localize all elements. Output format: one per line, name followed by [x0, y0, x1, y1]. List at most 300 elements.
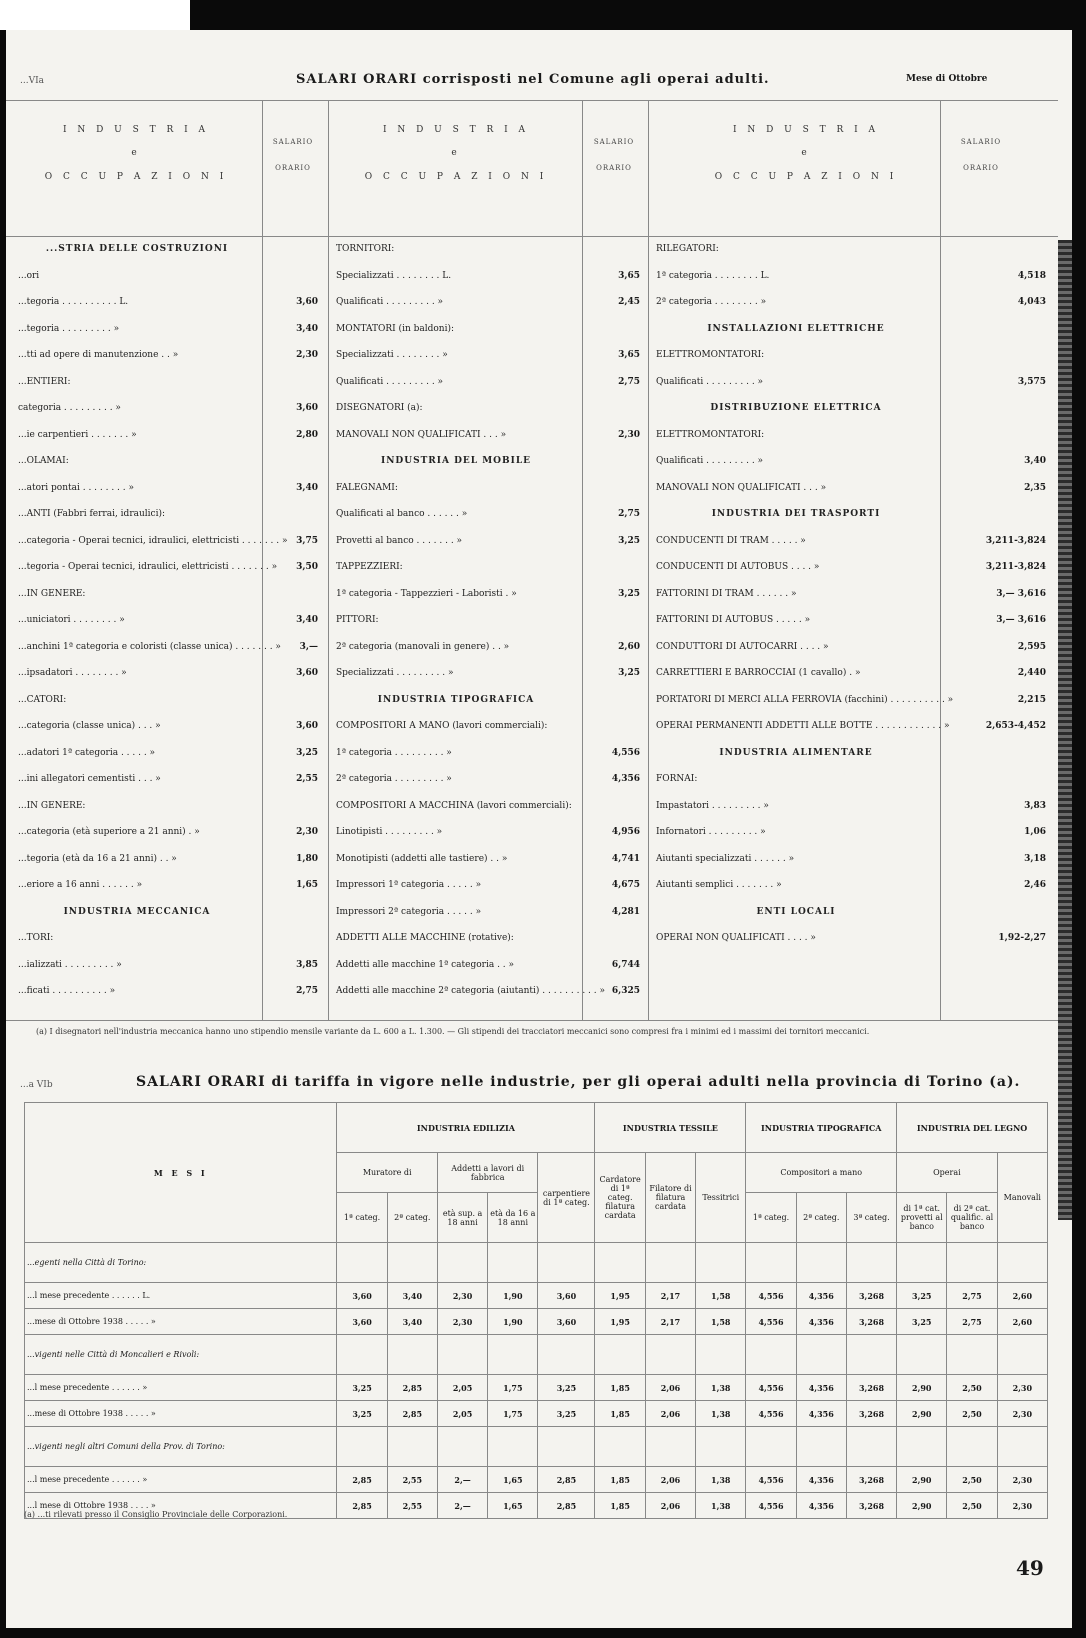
- group-tipografica: INDUSTRIA TIPOGRAFICA: [746, 1103, 897, 1153]
- sub-compositori: Compositori a mano: [746, 1153, 897, 1193]
- col3-row-label: CONDUCENTI DI TRAM . . . . . »: [656, 535, 806, 546]
- empty-cell: [746, 1427, 796, 1467]
- col1-row-label: ...eriore a 16 anni . . . . . . »: [18, 880, 143, 890]
- col3-row-value: 1,06: [1024, 827, 1046, 837]
- empty-cell: [796, 1243, 846, 1283]
- table-cell: 1,38: [696, 1493, 746, 1519]
- table1-label: ...VIa: [20, 76, 45, 86]
- empty-cell: [846, 1335, 896, 1375]
- table-cell: 2,85: [337, 1467, 387, 1493]
- group-edilizia: INDUSTRIA EDILIZIA: [337, 1103, 595, 1153]
- col1-row-label: ...ie carpentieri . . . . . . . »: [18, 429, 137, 440]
- table-cell: 1,58: [696, 1309, 746, 1335]
- table-cell: 3,25: [337, 1401, 387, 1427]
- col1-row-label: ...categoria (classe unica) . . . »: [18, 721, 161, 731]
- col2-row-value: 3,25: [618, 535, 640, 546]
- table-cell: 2,30: [437, 1309, 487, 1335]
- empty-cell: [947, 1243, 997, 1283]
- table-cell: 2,30: [997, 1493, 1047, 1519]
- table-cell: 3,25: [538, 1401, 595, 1427]
- table-cell: 2,90: [897, 1467, 947, 1493]
- table-cell: 1,95: [595, 1283, 645, 1309]
- col1-row-label: ...OLAMAI:: [18, 456, 69, 466]
- table-cell: 2,17: [645, 1283, 695, 1309]
- col2-row-label: Impressori 1ª categoria . . . . . »: [336, 880, 482, 890]
- section-title: ...vigenti negli altri Comuni della Prov. di Torino:: [25, 1427, 337, 1467]
- col3-row-value: 2,653-4,452: [985, 721, 1046, 731]
- sub-muratore: Muratore di: [337, 1153, 438, 1193]
- table-cell: 4,556: [746, 1493, 796, 1519]
- document-page: [6, 30, 1072, 1628]
- col2-row-label: TAPPEZZIERI:: [336, 562, 403, 572]
- table-cell: 3,25: [337, 1375, 387, 1401]
- table-cell: 2,85: [387, 1375, 437, 1401]
- t1-h2-industria: I N D U S T R I A: [382, 125, 530, 135]
- col1-row-label: ...tegoria . . . . . . . . . »: [18, 323, 120, 334]
- table-cell: 1,58: [696, 1283, 746, 1309]
- empty-cell: [997, 1335, 1047, 1375]
- col1-row-value: 3,85: [296, 959, 318, 970]
- col2-row-label: Qualificati al banco . . . . . . »: [336, 509, 468, 519]
- leaf-c2: 2ª categ.: [796, 1193, 846, 1243]
- col3-row-label: CONDUTTORI DI AUTOCARRI . . . . »: [656, 641, 829, 652]
- t1-h1-industria: I N D U S T R I A: [62, 125, 210, 135]
- empty-cell: [437, 1427, 487, 1467]
- empty-cell: [595, 1427, 645, 1467]
- col2-row-label: Specializzati . . . . . . . . »: [336, 350, 448, 360]
- table-cell: 3,25: [538, 1375, 595, 1401]
- col2-row-label: MONTATORI (in baldoni):: [336, 323, 455, 334]
- col3-row-value: 2,35: [1024, 482, 1046, 493]
- sub-cardatore: Cardatore di 1ª categ. filatura cardata: [595, 1153, 645, 1243]
- table-cell: 1,38: [696, 1401, 746, 1427]
- leaf-m1: 1ª categ.: [337, 1193, 387, 1243]
- col1-row-label: ...ializzati . . . . . . . . . »: [18, 959, 122, 970]
- empty-cell: [696, 1427, 746, 1467]
- col1-row-value: 2,30: [296, 827, 318, 837]
- col1-row-value: 2,30: [296, 350, 318, 360]
- table-cell: 1,75: [488, 1375, 538, 1401]
- col3-row-label: Aiutanti semplici . . . . . . . »: [656, 880, 782, 890]
- col2-row-label: PITTORI:: [336, 615, 379, 625]
- table-cell: 3,60: [337, 1309, 387, 1335]
- col3-row-value: 2,440: [1017, 668, 1046, 678]
- table-cell: 2,75: [947, 1283, 997, 1309]
- col3-row-value: 3,83: [1024, 800, 1046, 811]
- table-cell: 1,38: [696, 1375, 746, 1401]
- col3-row-value: 2,215: [1017, 694, 1046, 705]
- col3-row-label: OPERAI NON QUALIFICATI . . . . »: [656, 933, 816, 943]
- col3-row-label: 1ª categoria . . . . . . . . L.: [656, 270, 770, 281]
- col1-row-label: ...IN GENERE:: [18, 588, 86, 599]
- col3-row-label: INDUSTRIA DEI TRASPORTI: [711, 509, 881, 519]
- col3-row-value: 3,— 3,616: [996, 588, 1046, 599]
- table-cell: 2,06: [645, 1375, 695, 1401]
- t1-h2-orario: ORARIO: [596, 164, 632, 172]
- table-cell: 2,17: [645, 1309, 695, 1335]
- table-cell: 2,55: [387, 1467, 437, 1493]
- col2-row-value: 6,744: [611, 959, 640, 970]
- empty-cell: [538, 1335, 595, 1375]
- t1-h3-e: e: [801, 148, 811, 158]
- col3-row-label: Impastatori . . . . . . . . . »: [656, 800, 769, 811]
- col3-row-value: 4,518: [1017, 270, 1046, 281]
- col1-row-label: ...atori pontai . . . . . . . . »: [18, 482, 135, 493]
- table-cell: 1,85: [595, 1467, 645, 1493]
- col2-row-value: 6,325: [611, 986, 640, 996]
- table-cell: 4,356: [796, 1467, 846, 1493]
- t1-h3-salario: SALARIO: [960, 138, 1002, 146]
- col3-row-value: 3,575: [1017, 376, 1046, 387]
- top-white-strip: [0, 0, 190, 30]
- col2-row-value: 4,356: [611, 774, 640, 784]
- col1-row-value: 2,80: [296, 429, 318, 440]
- col2-row-label: Provetti al banco . . . . . . . »: [336, 535, 463, 546]
- table2-label: ...a VIb: [20, 1080, 53, 1090]
- empty-cell: [696, 1335, 746, 1375]
- col1-row-label: ...ANTI (Fabbri ferrai, idraulici):: [18, 509, 166, 519]
- empty-cell: [387, 1335, 437, 1375]
- t1-h2-salario: SALARIO: [593, 138, 635, 146]
- col3-row-value: 2,46: [1024, 880, 1046, 890]
- t1-h1-orario: ORARIO: [275, 164, 311, 172]
- table-cell: 2,75: [947, 1309, 997, 1335]
- empty-cell: [337, 1243, 387, 1283]
- table-cell: 2,30: [437, 1283, 487, 1309]
- table-cell: 2,85: [387, 1401, 437, 1427]
- col1-row-label: ...TORI:: [18, 933, 54, 943]
- table-cell: 1,90: [488, 1309, 538, 1335]
- table-cell: 1,95: [595, 1309, 645, 1335]
- table-cell: 4,556: [746, 1283, 796, 1309]
- col1-row-label: ...uniciatori . . . . . . . . »: [18, 615, 125, 625]
- col1-row-value: 3,60: [296, 721, 318, 731]
- col3-row-label: ENTI LOCALI: [756, 906, 836, 917]
- sub-operai: Operai: [897, 1153, 998, 1193]
- col3-row-label: PORTATORI DI MERCI ALLA FERROVIA (facchini) . . . . . . . . . . »: [656, 694, 954, 705]
- table-cell: 4,356: [796, 1401, 846, 1427]
- table-cell: 2,—: [437, 1467, 487, 1493]
- table-cell: 2,50: [947, 1493, 997, 1519]
- table-cell: 3,268: [846, 1283, 896, 1309]
- col3-row-value: 3,— 3,616: [996, 615, 1046, 625]
- col3-row-value: 3,18: [1024, 853, 1046, 864]
- col1-row-label: ...ipsadatori . . . . . . . . »: [18, 668, 127, 678]
- col2-row-label: COMPOSITORI A MACCHINA (lavori commerciali):: [336, 800, 572, 811]
- table-cell: 2,05: [437, 1375, 487, 1401]
- table-cell: 2,50: [947, 1467, 997, 1493]
- empty-cell: [696, 1243, 746, 1283]
- table-cell: 1,85: [595, 1493, 645, 1519]
- table-cell: 3,268: [846, 1375, 896, 1401]
- table-cell: 2,30: [997, 1467, 1047, 1493]
- table-cell: 3,40: [387, 1283, 437, 1309]
- table-cell: 3,268: [846, 1401, 896, 1427]
- col2-row-label: Specializzati . . . . . . . . . »: [336, 668, 454, 678]
- table-cell: 1,65: [488, 1467, 538, 1493]
- col3-row-label: MANOVALI NON QUALIFICATI . . . »: [656, 482, 827, 493]
- group-tessile: INDUSTRIA TESSILE: [595, 1103, 746, 1153]
- col2-row-label: 1ª categoria - Tappezzieri - Laboristi . »: [336, 588, 517, 599]
- col3-row-label: CARRETTIERI E BARROCCIAI (1 cavallo) . »: [656, 668, 861, 678]
- col1-row-label: ...adatori 1ª categoria . . . . . »: [18, 747, 156, 758]
- table-cell: 4,356: [796, 1493, 846, 1519]
- table-cell: 4,356: [796, 1283, 846, 1309]
- page-number: 49: [1016, 1556, 1044, 1580]
- table-row-label: ...mese di Ottobre 1938 . . . . . »: [25, 1401, 337, 1427]
- empty-cell: [997, 1427, 1047, 1467]
- col1-row-value: 3,40: [296, 482, 318, 493]
- col2-row-label: TORNITORI:: [336, 244, 395, 254]
- col1-row-label: ...STRIA DELLE COSTRUZIONI: [45, 244, 229, 254]
- table-cell: 2,60: [997, 1283, 1047, 1309]
- table-cell: 3,60: [538, 1309, 595, 1335]
- sub-filatore: Filatore di filatura cardata: [645, 1153, 695, 1243]
- col1-row-value: 3,60: [296, 668, 318, 678]
- col3-row-label: FORNAI:: [656, 774, 698, 784]
- empty-cell: [538, 1427, 595, 1467]
- t1-h1-salario: SALARIO: [272, 138, 314, 146]
- col1-row-value: 3,40: [296, 323, 318, 334]
- col2-row-value: 3,65: [618, 270, 640, 281]
- table1-month: Mese di Ottobre: [906, 74, 988, 84]
- col2-row-label: Impressori 2ª categoria . . . . . »: [336, 906, 482, 917]
- col2-row-value: 2,30: [618, 429, 640, 440]
- empty-cell: [947, 1335, 997, 1375]
- col2-row-value: 3,65: [618, 350, 640, 360]
- col3-row-label: INDUSTRIA ALIMENTARE: [719, 747, 873, 758]
- col2-row-label: COMPOSITORI A MANO (lavori commerciali):: [336, 721, 548, 731]
- table-cell: 4,356: [796, 1309, 846, 1335]
- col1-row-label: ...anchini 1ª categoria e coloristi (classe unica) . . . . . . . »: [18, 641, 281, 652]
- col2-row-value: 2,75: [618, 509, 640, 519]
- col1-row-label: ...tegoria (età da 16 a 21 anni) . . »: [18, 853, 177, 864]
- table-cell: 2,90: [897, 1493, 947, 1519]
- table-cell: 2,06: [645, 1467, 695, 1493]
- col2-row-label: Addetti alle macchine 1ª categoria . . »: [336, 959, 515, 970]
- col1-row-label: INDUSTRIA MECCANICA: [63, 906, 211, 917]
- col1-row-value: 3,50: [296, 562, 318, 572]
- col3-row-value: 4,043: [1017, 297, 1046, 307]
- col1-row-label: ...ori: [18, 270, 40, 281]
- col3-row-label: ELETTROMONTATORI:: [656, 350, 765, 360]
- col3-row-label: DISTRIBUZIONE ELETTRICA: [710, 403, 882, 413]
- col1-row-value: 3,40: [296, 615, 318, 625]
- empty-cell: [595, 1335, 645, 1375]
- empty-cell: [897, 1427, 947, 1467]
- t1-h1-occupazioni: O C C U P A Z I O N I: [44, 172, 228, 182]
- col1-row-value: 1,80: [296, 853, 318, 864]
- empty-cell: [488, 1243, 538, 1283]
- col3-row-value: 2,595: [1017, 641, 1046, 652]
- t1-h1-e: e: [131, 148, 141, 158]
- table-cell: 3,40: [387, 1309, 437, 1335]
- col3-row-value: 3,211-3,824: [985, 535, 1046, 546]
- col1-row-value: 2,55: [296, 774, 318, 784]
- table-cell: 2,30: [997, 1401, 1047, 1427]
- section-title: ...vigenti nelle Città di Moncalieri e Rivoli:: [25, 1335, 337, 1375]
- empty-cell: [997, 1243, 1047, 1283]
- col1-row-value: 3,25: [296, 747, 318, 758]
- col3-row-label: Infornatori . . . . . . . . . »: [656, 827, 766, 837]
- empty-cell: [437, 1335, 487, 1375]
- col2-row-value: 4,956: [611, 827, 640, 837]
- table-cell: 4,356: [796, 1375, 846, 1401]
- col2-row-value: 4,281: [611, 906, 640, 917]
- empty-cell: [796, 1427, 846, 1467]
- t1-h3-orario: ORARIO: [963, 164, 999, 172]
- table-cell: 3,60: [538, 1283, 595, 1309]
- leaf-c1: 1ª categ.: [746, 1193, 796, 1243]
- table1-footnote: (a) I disegnatori nell'industria meccanica hanno uno stipendio mensile variante da L. 600 a L. 1.300. — Gli stipendi dei tracciatori meccanici sono compresi fra i minimi ed i massimi dei tornitori meccanici.: [36, 1027, 870, 1036]
- col3-row-label: Aiutanti specializzati . . . . . . »: [656, 853, 795, 864]
- col1-row-label: ...ini allegatori cementisti . . . »: [18, 774, 161, 784]
- col1-row-value: 2,75: [296, 986, 318, 996]
- table-cell: 2,50: [947, 1375, 997, 1401]
- leaf-a1: età sup. a 18 anni: [437, 1193, 487, 1243]
- table1-title: SALARI ORARI corrisposti nel Comune agli operai adulti.: [296, 72, 770, 87]
- col2-row-label: 1ª categoria . . . . . . . . . »: [336, 747, 452, 758]
- empty-cell: [437, 1243, 487, 1283]
- col3-row-label: Qualificati . . . . . . . . . »: [656, 376, 764, 387]
- table-row-label: ...mese di Ottobre 1938 . . . . . »: [25, 1309, 337, 1335]
- col2-row-label: FALEGNAMI:: [336, 482, 398, 493]
- col2-row-value: 2,45: [618, 297, 640, 307]
- col2-row-label: 2ª categoria (manovali in genere) . . »: [336, 641, 510, 652]
- empty-cell: [538, 1243, 595, 1283]
- col2-row-label: Linotipisti . . . . . . . . . »: [336, 827, 443, 837]
- empty-cell: [488, 1335, 538, 1375]
- table-cell: 2,90: [897, 1375, 947, 1401]
- sub-carpentiere: carpentiere di 1ª categ.: [538, 1153, 595, 1243]
- leaf-c3: 3ª categ.: [846, 1193, 896, 1243]
- col2-row-value: 2,60: [618, 641, 640, 652]
- empty-cell: [897, 1335, 947, 1375]
- table2-footnote: (a) ...ti rilevati presso il Consiglio Provinciale delle Corporazioni.: [24, 1510, 288, 1519]
- table-row-label: ...l mese precedente . . . . . . L.: [25, 1283, 337, 1309]
- col2-row-label: Monotipisti (addetti alle tastiere) . . »: [336, 853, 508, 864]
- t1-h2-e: e: [451, 148, 461, 158]
- table-cell: 1,38: [696, 1467, 746, 1493]
- empty-cell: [337, 1427, 387, 1467]
- leaf-a2: età da 16 a 18 anni: [488, 1193, 538, 1243]
- col1-row-value: 3,60: [296, 403, 318, 413]
- col3-row-label: ELETTROMONTATORI:: [656, 429, 765, 440]
- sub-addetti: Addetti a lavori di fabbrica: [437, 1153, 538, 1193]
- col1-row-label: ...categoria - Operai tecnici, idraulici, elettricisti . . . . . . . »: [18, 535, 288, 546]
- group-legno: INDUSTRIA DEL LEGNO: [897, 1103, 1048, 1153]
- col1-row-label: ...ficati . . . . . . . . . . »: [18, 986, 116, 996]
- table-cell: 2,06: [645, 1401, 695, 1427]
- table-row-label: ...l mese precedente . . . . . . »: [25, 1375, 337, 1401]
- leaf-o1: di 1ª cat. provetti al banco: [897, 1193, 947, 1243]
- col1-row-value: 3,—: [299, 641, 318, 652]
- col2-row-value: 2,75: [618, 376, 640, 387]
- table-cell: 4,556: [746, 1467, 796, 1493]
- col2-row-label: Addetti alle macchine 2ª categoria (aiutanti) . . . . . . . . . . »: [336, 986, 605, 996]
- col1-row-value: 1,65: [296, 880, 318, 890]
- col2-row-label: INDUSTRIA TIPOGRAFICA: [377, 694, 535, 705]
- sub-manovali: Manovali: [997, 1153, 1047, 1243]
- col1-row-label: ...tegoria - Operai tecnici, idraulici, elettricisti . . . . . . . »: [18, 562, 278, 572]
- col3-row-label: CONDUCENTI DI AUTOBUS . . . . »: [656, 562, 820, 572]
- empty-cell: [595, 1243, 645, 1283]
- col3-row-label: FATTORINI DI AUTOBUS . . . . . »: [656, 615, 811, 625]
- col3-row-label: OPERAI PERMANENTI ADDETTI ALLE BOTTE . . . . . . . . . . . . »: [656, 721, 950, 731]
- table-cell: 4,556: [746, 1401, 796, 1427]
- empty-cell: [746, 1335, 796, 1375]
- t1-h2-occupazioni: O C C U P A Z I O N I: [364, 172, 548, 182]
- col2-row-label: INDUSTRIA DEL MOBILE: [380, 456, 532, 466]
- table2-grid: [24, 1102, 1048, 1519]
- table-row-label: ...l mese di Ottobre 1938 . . . . »: [25, 1493, 337, 1519]
- col1-row-value: 3,60: [296, 297, 318, 307]
- empty-cell: [645, 1243, 695, 1283]
- col2-row-label: 2ª categoria . . . . . . . . . »: [336, 774, 452, 784]
- col1-row-value: 3,75: [296, 535, 318, 546]
- table-cell: 2,85: [538, 1467, 595, 1493]
- col3-row-label: INSTALLAZIONI ELETTRICHE: [707, 323, 885, 334]
- col2-row-value: 3,25: [618, 668, 640, 678]
- col2-row-label: Qualificati . . . . . . . . . »: [336, 297, 444, 307]
- table-cell: 1,75: [488, 1401, 538, 1427]
- col2-row-label: DISEGNATORI (a):: [336, 403, 423, 413]
- t1-h3-industria: I N D U S T R I A: [732, 125, 880, 135]
- table-cell: 2,06: [645, 1493, 695, 1519]
- col1-row-label: ...categoria (età superiore a 21 anni) . »: [18, 827, 200, 837]
- table-cell: 3,25: [897, 1283, 947, 1309]
- empty-cell: [947, 1427, 997, 1467]
- empty-cell: [387, 1243, 437, 1283]
- table-cell: 2,55: [387, 1493, 437, 1519]
- col2-row-label: Specializzati . . . . . . . . L.: [336, 270, 452, 281]
- table-cell: 4,556: [746, 1309, 796, 1335]
- col2-row-value: 4,675: [611, 880, 640, 890]
- col2-row-label: ADDETTI ALLE MACCHINE (rotative):: [336, 933, 514, 943]
- mesi-header: M E S I: [25, 1103, 337, 1243]
- leaf-o2: di 2ª cat. qualific. al banco: [947, 1193, 997, 1243]
- col1-row-label: ...ENTIERI:: [18, 376, 71, 387]
- scan-edge: [1058, 240, 1072, 1220]
- table-cell: 1,90: [488, 1283, 538, 1309]
- table-cell: 1,85: [595, 1375, 645, 1401]
- col3-row-value: 1,92-2,27: [998, 933, 1046, 943]
- empty-cell: [846, 1243, 896, 1283]
- table-cell: 1,85: [595, 1401, 645, 1427]
- col3-row-value: 3,40: [1024, 456, 1046, 466]
- empty-cell: [645, 1427, 695, 1467]
- col1-row-label: ...CATORI:: [18, 694, 67, 705]
- col3-row-label: Qualificati . . . . . . . . . »: [656, 456, 764, 466]
- col2-row-value: 3,25: [618, 588, 640, 599]
- table-cell: 2,—: [437, 1493, 487, 1519]
- table-cell: 3,268: [846, 1309, 896, 1335]
- empty-cell: [645, 1335, 695, 1375]
- sub-tessitrici: Tessitrici: [696, 1153, 746, 1243]
- col1-row-label: categoria . . . . . . . . . »: [18, 403, 121, 413]
- table-cell: 3,268: [846, 1467, 896, 1493]
- empty-cell: [846, 1427, 896, 1467]
- table-cell: 2,60: [997, 1309, 1047, 1335]
- table-cell: 4,556: [746, 1375, 796, 1401]
- table-cell: 2,90: [897, 1401, 947, 1427]
- table-row-label: ...l mese precedente . . . . . . »: [25, 1467, 337, 1493]
- col1-row-label: ...IN GENERE:: [18, 800, 86, 811]
- table-cell: 3,268: [846, 1493, 896, 1519]
- col3-row-value: 3,211-3,824: [985, 562, 1046, 572]
- col2-row-value: 4,741: [611, 853, 640, 864]
- table-cell: 3,25: [897, 1309, 947, 1335]
